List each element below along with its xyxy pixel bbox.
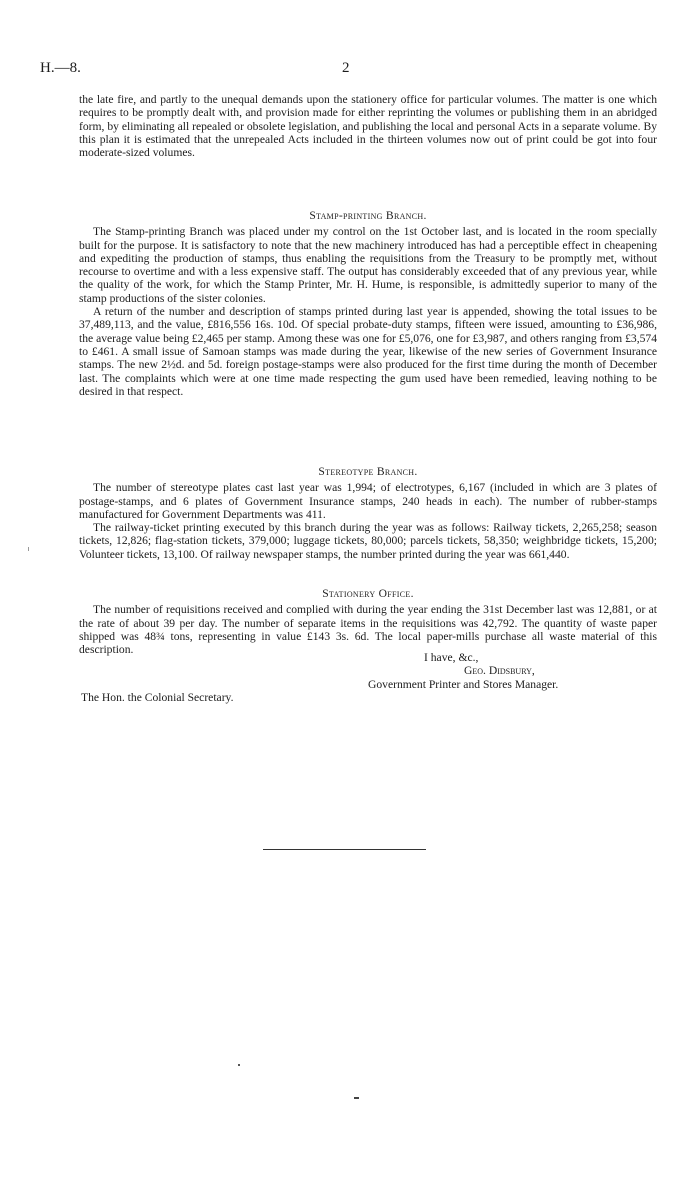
- signature-block: [368, 651, 668, 691]
- page-header: [40, 60, 656, 80]
- print-speck: [238, 1064, 240, 1066]
- signatory-name: Geo. Didsbury,: [464, 664, 535, 678]
- section-heading-stamp-printing: Stamp-printing Branch.: [309, 209, 427, 222]
- stereotype-paragraph-2: The railway-ticket printing executed by this branch during the year was as follows: Railway tickets, 2,265,258; season tickets, 12,826; flag-station tickets, 379,000; luggage tickets, 80,000; parcels tickets, 58,350; weighbridge tickets, 15,200; Volunteer tickets, 13,100. Of railway newspaper stamps, the number printed during the year was 661,440.: [79, 521, 657, 561]
- signatory-title: Government Printer and Stores Manager.: [368, 677, 559, 691]
- continuation-paragraph: the late fire, and partly to the unequal demands upon the stationery office for particular volumes. The matter is one which requires to be promptly dealt with, and provision made for either reprinting the volumes or publishing them in an abridged form, by eliminating all repealed or obsolete legislation, and publishing the local and personal Acts in a separate volume. By this plan it is estimated that the unrepealed Acts included in the thirteen volumes now out of print could be got into four moderate-sized volumes.: [79, 93, 657, 160]
- margin-mark: [28, 547, 29, 551]
- stationery-paragraph-1: The number of requisitions received and complied with during the year ending the 31st December last was 12,881, or at the rate of about 39 per day. The number of separate items in the requisitions was 42,792. The quantity of waste paper shipped was 48¾ tons, representing in value £143 3s. 6d. The local paper-mills purchase all waste material of this description.: [79, 603, 657, 657]
- stamp-printing-section: [79, 209, 657, 398]
- section-heading-stationery: Stationery Office.: [322, 587, 414, 600]
- stereotype-paragraph-1: The number of stereotype plates cast last year was 1,994; of electrotypes, 6,167 (included in which are 3 plates of postage-stamps, and 6 plates of Government Insurance stamps, 240 heads in each). The number of rubber-stamps manufactured for Government Departments was 411.: [79, 481, 657, 521]
- stationery-section: [79, 587, 657, 656]
- page-number: 2: [342, 60, 350, 76]
- print-speck: [354, 1097, 359, 1099]
- stamp-printing-paragraph-2: A return of the number and description of stamps printed during last year is appended, showing the total issues to be 37,489,113, and the value, £816,556 16s. 10d. Of special probate-duty stamps, fifteen were issued, amounting to £36,986, the average value being £2,465 per stamp. Among these was one for £5,076, one for £3,987, and others ranging from £3,574 to £461. A small issue of Samoan stamps was made during the year, likewise of the new series of Government Insurance stamps. The new 2½d. and 5d. foreign postage-stamps were also produced for the first time during the month of December last. The complaints which were at one time made respecting the gum used have been remedied, leaving nothing to be desired in that respect.: [79, 305, 657, 398]
- end-rule: [263, 849, 426, 850]
- continuation-section: [79, 93, 657, 159]
- section-heading-stereotype: Stereotype Branch.: [318, 465, 418, 478]
- stereotype-section: [79, 465, 657, 561]
- stamp-printing-paragraph-1: The Stamp-printing Branch was placed under my control on the 1st October last, and is located in the room specially built for the purpose. It is satisfactory to note that the new machinery introduced has had a perceptible effect in cheapening and expediting the production of stamps, thus enabling the requisitions from the Treasury to be promptly met, without recourse to overtime and with a less expensive staff. The output has considerably exceeded that of any previous year, while the quality of the work, for which the Stamp Printer, Mr. H. Hume, is responsible, is admittedly superior to many of the stamp productions of the sister colonies.: [79, 225, 657, 305]
- addressee: The Hon. the Colonial Secretary.: [81, 691, 234, 704]
- document-reference: H.—8.: [40, 60, 81, 76]
- salutation: I have, &c.,: [424, 651, 479, 664]
